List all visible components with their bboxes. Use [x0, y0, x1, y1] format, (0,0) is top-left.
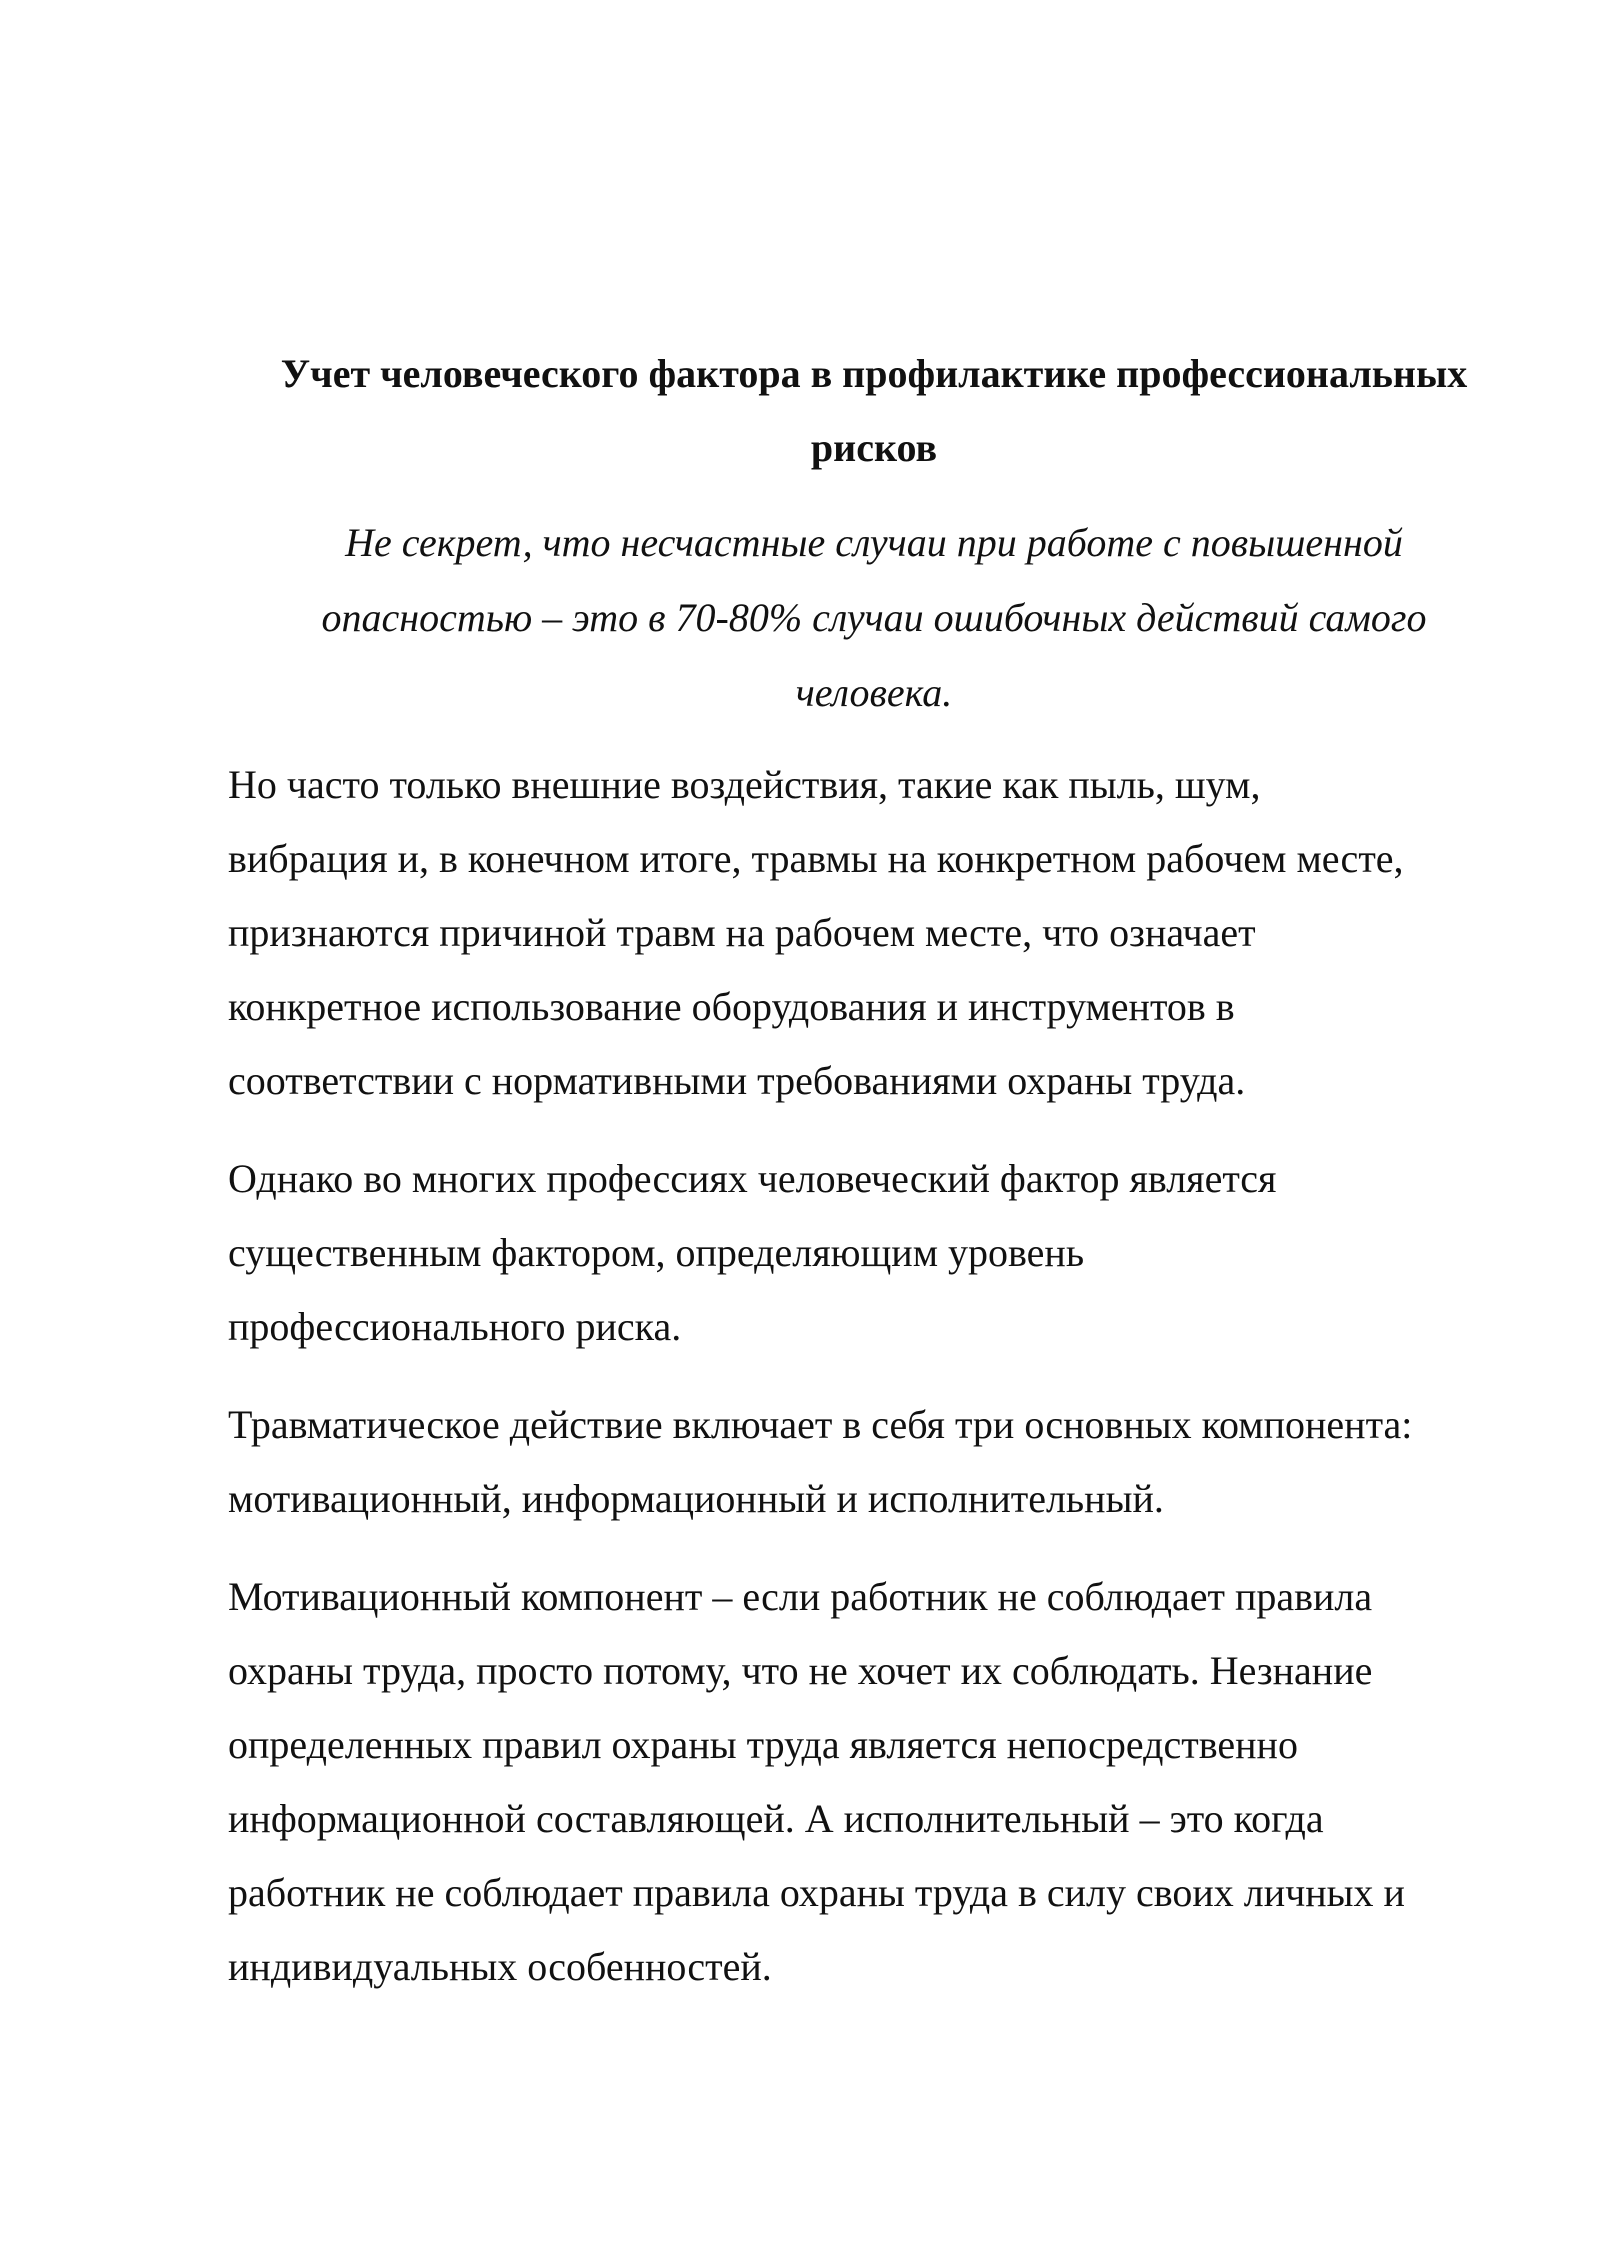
title-line: Учет человеческого фактора в профилактике профессиональных — [280, 351, 1468, 396]
paragraph — [228, 1142, 1528, 1364]
paragraph-line: Но часто только внешние воздействия, такие как пыль, шум, — [228, 762, 1261, 807]
paragraph-line: профессионального риска. — [228, 1304, 682, 1349]
paragraph-line: Однако во многих профессиях человеческий фактор является — [228, 1156, 1277, 1201]
paragraph-line: Травматическое действие включает в себя три основных компонента: — [228, 1402, 1413, 1447]
paragraph — [228, 1388, 1528, 1536]
paragraph-line: индивидуальных особенностей. — [228, 1944, 772, 1989]
epigraph-line: Не секрет, что несчастные случаи при работе с повышенной — [345, 520, 1403, 565]
epigraph-line: опасностью – это в 70-80% случаи ошибочных действий самого — [321, 595, 1427, 640]
paragraph — [228, 1560, 1528, 2004]
paragraph-line: мотивационный, информационный и исполнительный. — [228, 1476, 1164, 1521]
paragraph-line: определенных правил охраны труда является непосредственно — [228, 1722, 1298, 1767]
paragraph-line: информационной составляющей. А исполнительный – это когда — [228, 1796, 1324, 1841]
paragraph-line: соответствии с нормативными требованиями охраны труда. — [228, 1058, 1246, 1103]
epigraph — [228, 505, 1520, 730]
epigraph-line: человека. — [795, 670, 953, 715]
paragraph — [228, 748, 1528, 1118]
paragraph-line: Мотивационный компонент – если работник не соблюдает правила — [228, 1574, 1373, 1619]
paragraph-line: признаются причиной травм на рабочем месте, что означает — [228, 910, 1256, 955]
paragraph-line: конкретное использование оборудования и инструментов в — [228, 984, 1235, 1029]
paragraph-line: существенным фактором, определяющим уровень — [228, 1230, 1085, 1275]
title-line: рисков — [810, 425, 938, 470]
paragraph-line: охраны труда, просто потому, что не хочет их соблюдать. Незнание — [228, 1648, 1373, 1693]
document-body — [228, 748, 1528, 2028]
document-title — [228, 337, 1520, 485]
paragraph-line: работник не соблюдает правила охраны труда в силу своих личных и — [228, 1870, 1405, 1915]
paragraph-line: вибрация и, в конечном итоге, травмы на конкретном рабочем месте, — [228, 836, 1404, 881]
